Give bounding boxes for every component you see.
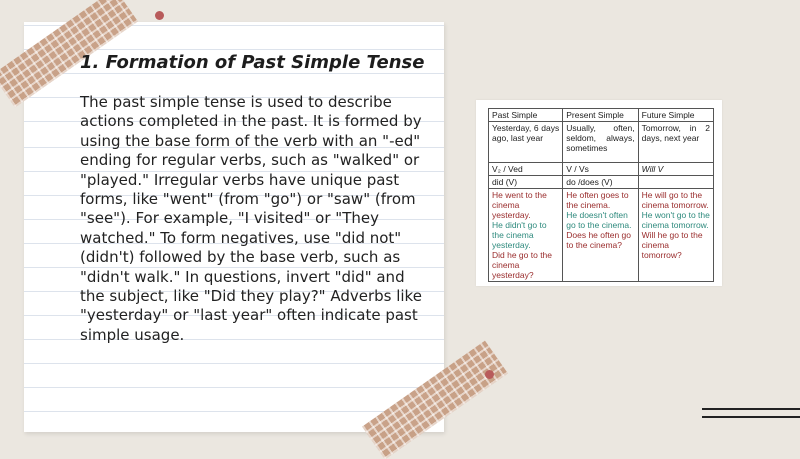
table-cell bbox=[489, 189, 563, 282]
table-cell bbox=[563, 189, 638, 282]
table-cell: did (V) bbox=[489, 176, 563, 189]
header-cell: Past Simple bbox=[489, 109, 563, 122]
table-cell: V / Vs bbox=[563, 163, 638, 176]
table-header-row bbox=[489, 109, 714, 122]
divider bbox=[702, 408, 800, 410]
example-question: Will he go to the cinema tomorrow? bbox=[641, 230, 703, 260]
tape-corner-dot bbox=[155, 11, 164, 20]
example-positive: He will go to the cinema tomorrow. bbox=[641, 190, 709, 210]
body-paragraph: The past simple tense is used to describe actions completed in the past. It is formed by using the base form of the verb with an "-ed" ending for regular verbs, such as "walked" or "played." Irregular verbs have unique past forms, like "went" (from "go") or "saw" (from "see"). For example, "I visited" or "They watched." To form negatives, use "did not" (didn't) followed by the base verb, such as "didn't walk." In questions, invert "did" and the subject, like "Did they play?" Adverbs like "yesterday" or "last year" often indicate past simple usage. bbox=[80, 93, 422, 344]
formula-row bbox=[489, 163, 714, 176]
table-cell: Will V bbox=[638, 163, 713, 176]
table-cell: Yesterday, 6 days ago, last year bbox=[489, 122, 563, 163]
slide-title: 1. Formation of Past Simple Tense bbox=[80, 52, 425, 73]
table-cell: V₂ / Ved bbox=[489, 163, 563, 176]
table-cell: Tomorrow, in 2 days, next year bbox=[638, 122, 713, 163]
header-cell: Present Simple bbox=[563, 109, 638, 122]
table-cell: Usually, often, seldom, always, sometimes bbox=[563, 122, 638, 163]
example-negative: He won't go to the cinema tomorrow. bbox=[641, 210, 710, 230]
example-positive: He often goes to the cinema. bbox=[566, 190, 629, 210]
time-markers-row bbox=[489, 122, 714, 163]
examples-row bbox=[489, 189, 714, 282]
header-cell: Future Simple bbox=[638, 109, 713, 122]
table-cell: do /does (V) bbox=[563, 176, 638, 189]
divider bbox=[702, 416, 800, 418]
example-question: Does he often go to the cinema? bbox=[566, 230, 631, 250]
tense-table-image bbox=[476, 100, 722, 286]
table-cell bbox=[638, 189, 713, 282]
example-positive: He went to the cinema yesterday. bbox=[492, 190, 547, 220]
decorative-lines bbox=[702, 408, 800, 428]
tense-comparison-table bbox=[488, 108, 714, 282]
tape-corner-dot bbox=[485, 370, 494, 379]
table-cell bbox=[638, 176, 713, 189]
example-negative: He doesn't often go to the cinema. bbox=[566, 210, 632, 230]
auxiliary-row bbox=[489, 176, 714, 189]
example-question: Did he go to the cinema yesterday? bbox=[492, 250, 553, 280]
example-negative: He didn't go to the cinema yesterday. bbox=[492, 220, 547, 250]
